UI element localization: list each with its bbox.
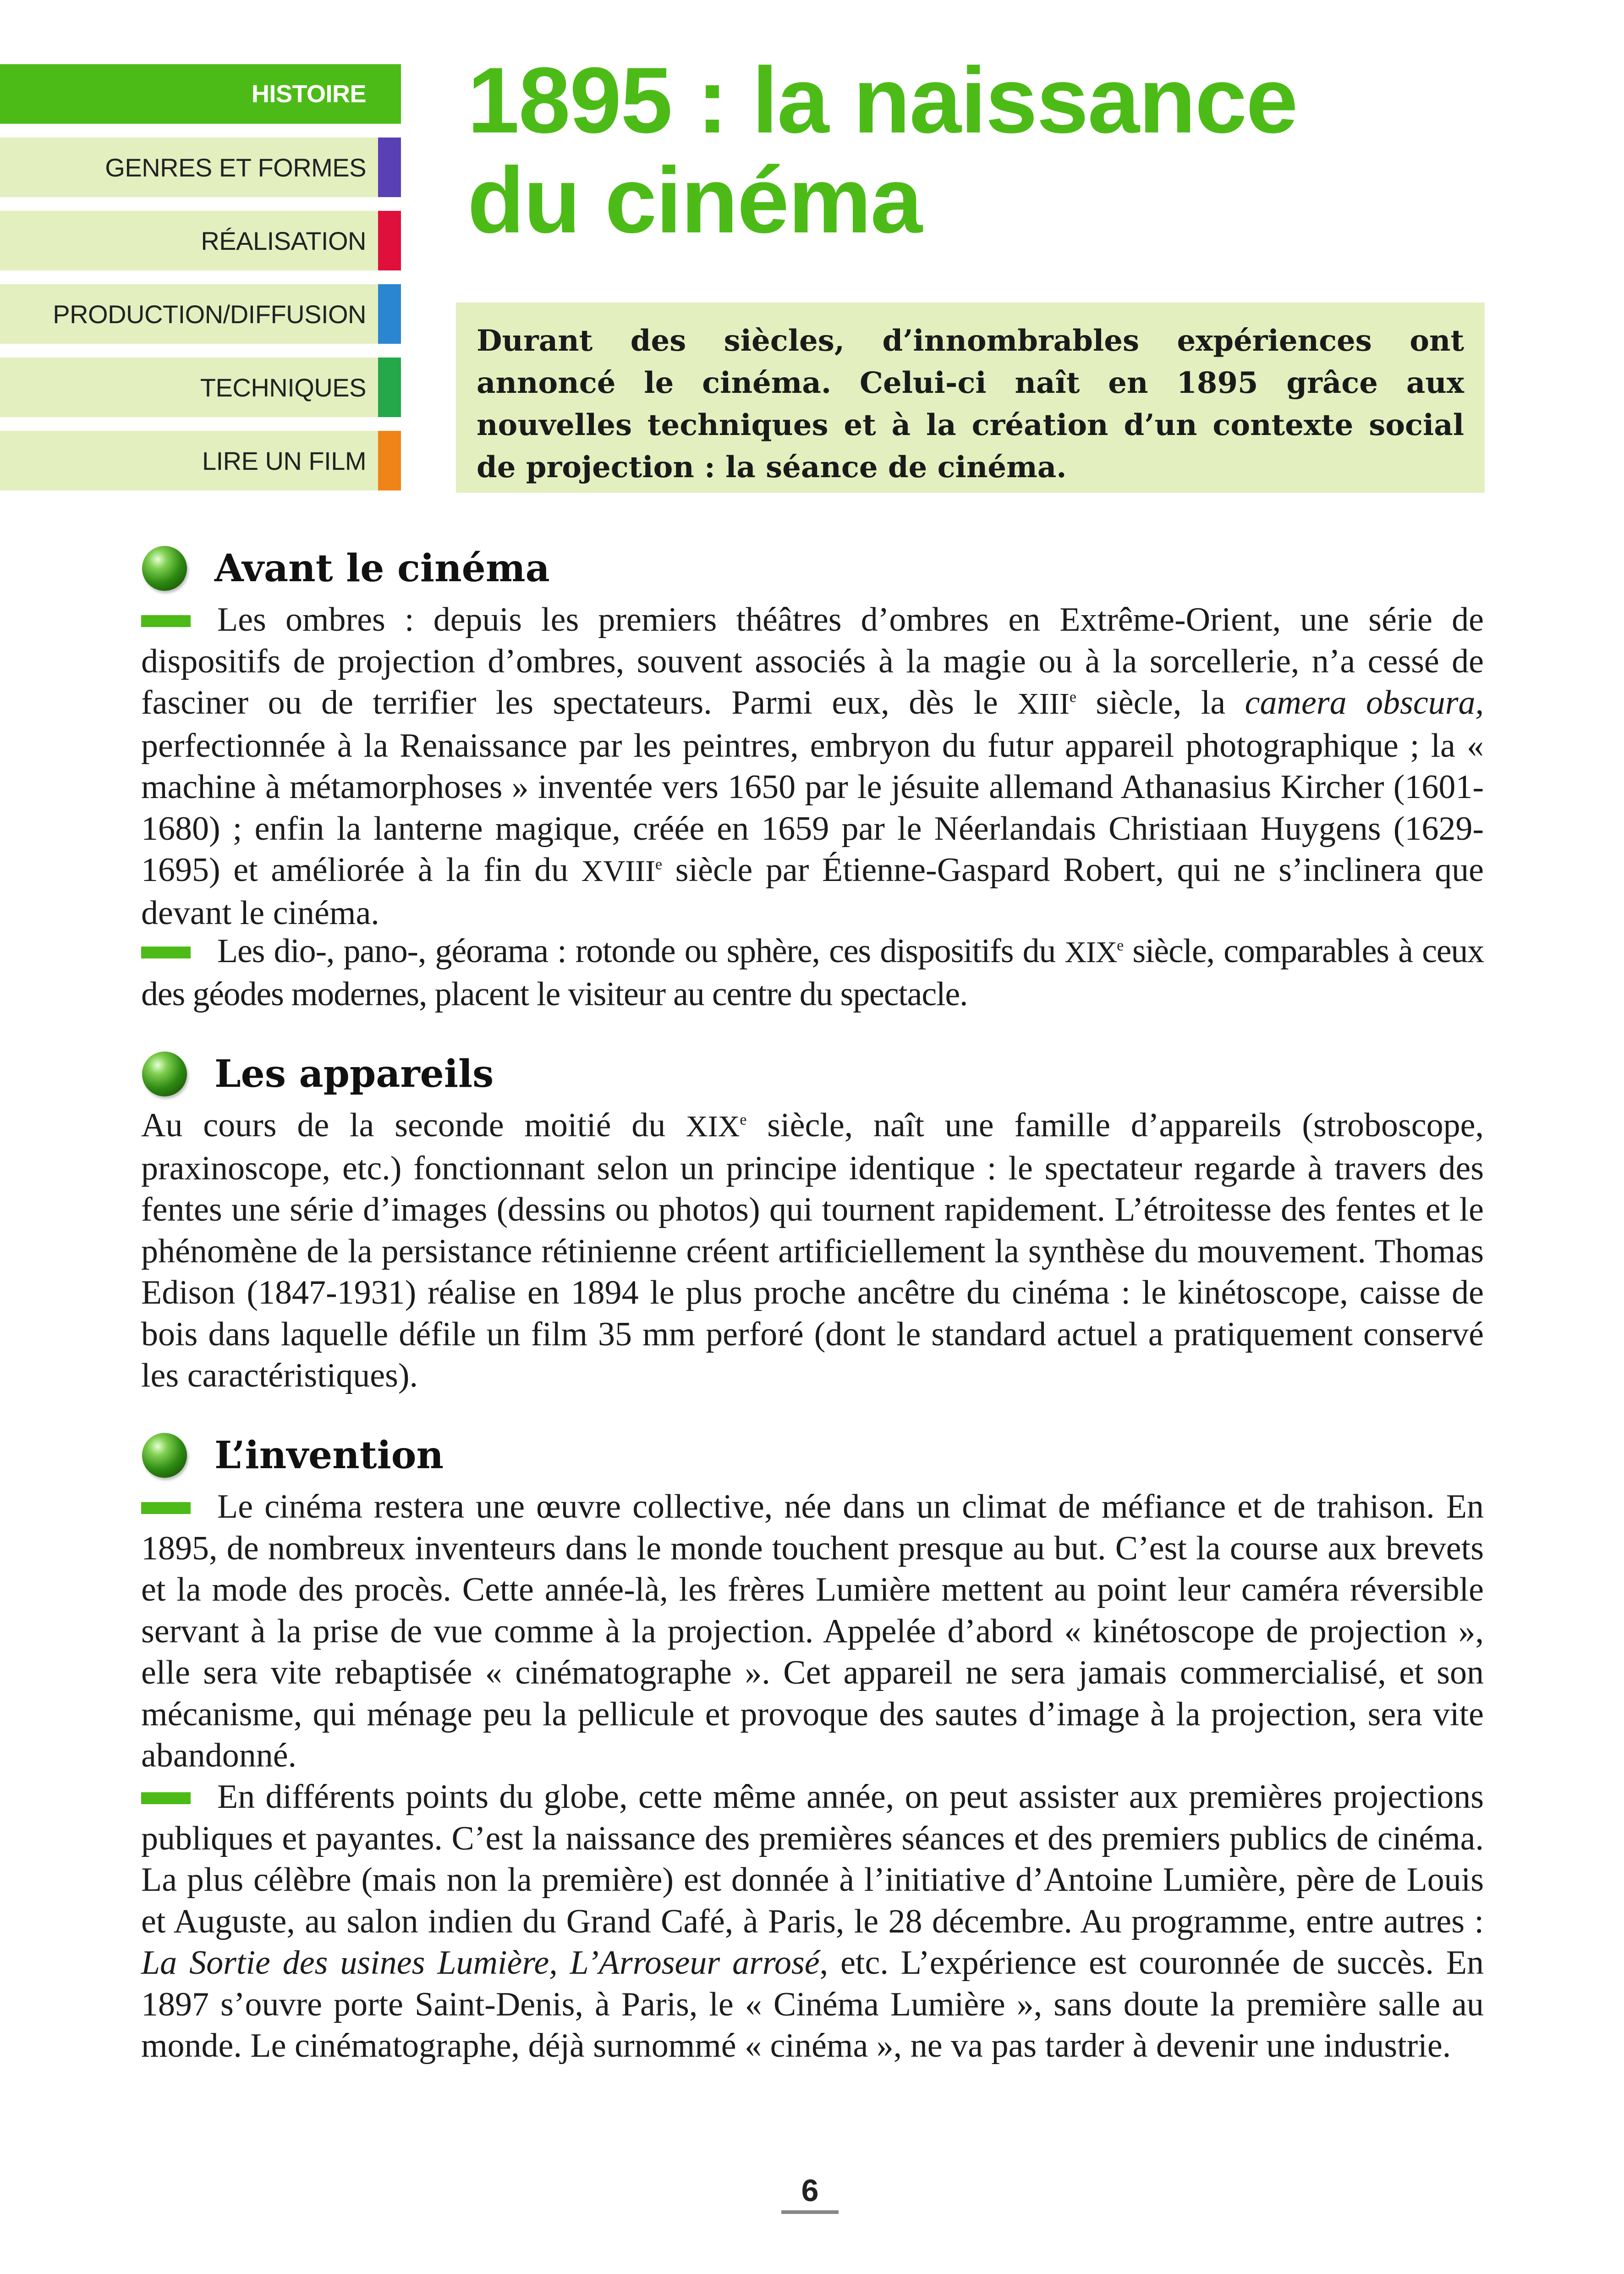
green-ball-icon — [142, 1052, 187, 1096]
nav-item-label: TECHNIQUES — [200, 373, 366, 402]
text-run: siècle, comparables à ceux des géodes modernes, placent le visiteur au centre du spectacle. — [141, 932, 1484, 1013]
nav-item-production-diffusion[interactable] — [0, 284, 401, 344]
section-heading-avant-le-cinema — [142, 541, 550, 596]
paragraph — [141, 1105, 1484, 1397]
section-title: L’invention — [214, 1433, 444, 1477]
paragraph — [141, 1486, 1484, 1777]
century-numeral: XVIII — [581, 854, 656, 888]
text-run: Les dio-, pano-, géorama : rotonde ou sphère, ces dispositifs du — [217, 932, 1065, 970]
text-run: Au cours de la seconde moitié du — [141, 1107, 686, 1144]
nav-color-bar — [378, 284, 401, 344]
italic-term: camera obscura, — [1245, 684, 1484, 721]
paragraph — [141, 931, 1484, 1015]
section-nav — [0, 64, 401, 504]
text-run: , etc. L’expérience est couronnée de succès. En 1897 s’ouvre porte Saint-Denis, à Paris, le « Cinéma Lumière », sans doute la première salle au monde. Le cinématographe, déjà surnommé « cinéma », ne va pas tarder à devenir une industrie. — [141, 1944, 1484, 2065]
nav-item-histoire[interactable] — [0, 64, 401, 124]
green-ball-icon — [142, 546, 187, 591]
page-title — [467, 48, 1567, 253]
nav-color-bar — [378, 358, 401, 417]
text-run: siècle par Étienne-Gaspard Robert, qui ne s’inclinera que devant le cinéma. — [141, 851, 1484, 932]
section-title: Avant le cinéma — [214, 546, 550, 590]
green-dash-icon — [141, 1502, 191, 1514]
nav-item-techniques[interactable] — [0, 358, 401, 417]
nav-item-label: PRODUCTION/DIFFUSION — [53, 299, 366, 329]
text-run: siècle, la — [1076, 684, 1245, 721]
green-dash-icon — [141, 1792, 191, 1804]
superscript: e — [655, 856, 663, 873]
paragraph — [141, 599, 1484, 934]
nav-item-label: LIRE UN FILM — [202, 446, 366, 475]
text-run: Les ombres : depuis les premiers théâtres d’ombres en Extrême-Orient, une série de dispositifs de projection d’ombres, souvent associés à la magie ou à la sorcellerie, n’a cessé de fasciner ou de terrifier les spectateurs. Parmi eux, dès le — [141, 601, 1484, 721]
nav-item-label: HISTOIRE — [251, 80, 366, 108]
text-run: perfectionnée à la Renaissance par les peintres, embryon du futur appareil photographique ; la « machine à métamorphoses » inventée vers 1650 par le jésuite allemand Athanasius Kircher (1601-1680) ; enfin la lanterne magique, créée en 1659 par le Néerlandais Christiaan Huygens (1629-1695) et améliorée à la fin du — [141, 727, 1484, 889]
century-numeral: XIII — [1017, 687, 1070, 721]
century-numeral: XIX — [686, 1110, 740, 1143]
italic-term: La Sortie des usines Lumière, L’Arroseur arrosé — [141, 1944, 820, 1982]
intro-text: Durant des siècles, d’innombrables expériences ont annoncé le cinéma. Celui-ci naît en 1895 grâce aux nouvelles techniques et à la création d’un contexte social de projection : la séance de cinéma. — [477, 324, 1464, 485]
text-run: siècle, naît une famille d’appareils (stroboscope, praxinoscope, etc.) fonctionnant selon un principe identique : le spectateur regarde à travers des fentes une série d’images (dessins ou photos) qui tournent rapidement. L’étroitesse des fentes et le phénomène de la persistance rétinienne créent artificiellement la synthèse du mouvement. Thomas Edison (1847-1931) réalise en 1894 le plus proche ancêtre du cinéma : le kinétoscope, caisse de bois dans laquelle défile un film 35 mm perforé (dont le standard actuel a pratiquement conservé les caractéristiques). — [141, 1107, 1484, 1394]
nav-color-bar — [378, 211, 401, 270]
green-ball-icon — [142, 1433, 187, 1478]
nav-item-realisation[interactable] — [0, 211, 401, 270]
intro-box — [456, 303, 1485, 493]
superscript: e — [1069, 688, 1076, 706]
century-numeral: XIX — [1064, 936, 1117, 969]
text-run: Le cinéma restera une œuvre collective, née dans un climat de méfiance et de trahison. En 1895, de nombreux inventeurs dans le monde touchent presque au but. C’est la course aux brevets et la mode des procès. Cette année-là, les frères Lumière mettent au point leur caméra réversible servant à la prise de vue comme à la projection. Appelée d’abord « kinétoscope de projection », elle sera vite rebaptisée « cinématographe ». Cet appareil ne sera jamais commercialisé, et son mécanisme, qui ménage peu la pellicule et provoque des sautes d’image à la projection, sera vite abandonné. — [141, 1488, 1484, 1774]
nav-item-label: GENRES ET FORMES — [105, 153, 366, 182]
superscript: e — [740, 1111, 747, 1129]
paragraph — [141, 1776, 1484, 2067]
nav-item-label: RÉALISATION — [201, 226, 366, 255]
green-dash-icon — [141, 947, 191, 958]
superscript: e — [1117, 937, 1124, 954]
green-dash-icon — [141, 615, 191, 627]
nav-color-bar — [378, 431, 401, 490]
nav-item-lire-un-film[interactable] — [0, 431, 401, 490]
page-number: 6 — [781, 2173, 839, 2214]
section-heading-les-appareils — [142, 1046, 494, 1101]
nav-item-genres-et-formes[interactable] — [0, 138, 401, 197]
page-title-line-1: 1895 : la naissance — [467, 48, 1297, 153]
section-heading-l-invention — [142, 1428, 444, 1483]
nav-color-bar — [378, 138, 401, 197]
page-title-line-2: du cinéma — [467, 148, 922, 253]
text-run: En différents points du globe, cette même année, on peut assister aux premières projections publiques et payantes. C’est la naissance des premières séances et des premiers publics de cinéma. La plus célèbre (mais non la première) est donnée à l’initiative d’Antoine Lumière, père de Louis et Auguste, au salon indien du Grand Café, à Paris, le 28 décembre. Au programme, entre autres : — [141, 1778, 1484, 1940]
section-title: Les appareils — [214, 1052, 494, 1096]
